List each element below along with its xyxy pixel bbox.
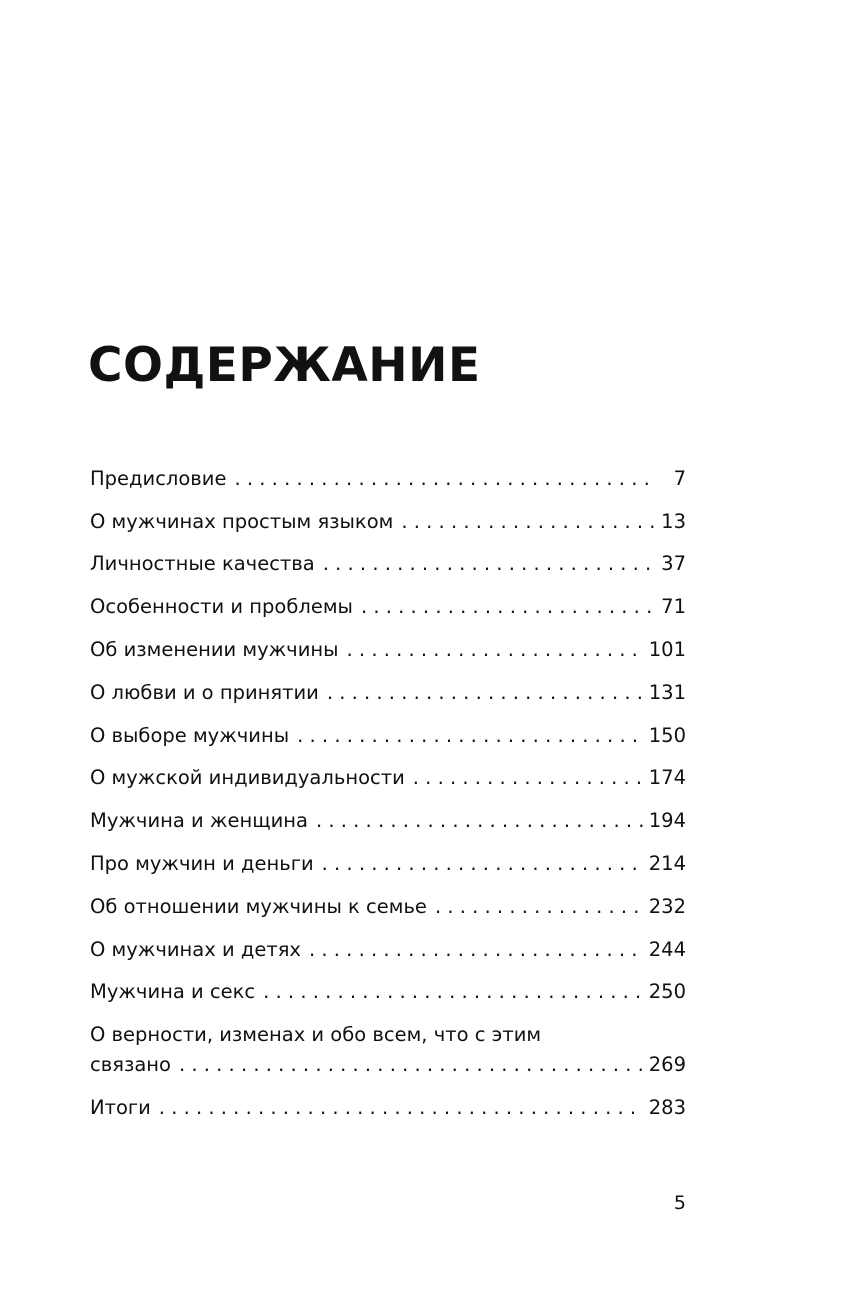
toc-entry-page: 232	[648, 894, 686, 918]
toc-entry-page: 13	[661, 509, 686, 533]
toc-entry-title: О выборе мужчины	[90, 723, 290, 747]
toc-entry-page: 131	[648, 680, 686, 704]
toc-entry-title: О любви и о принятии	[90, 680, 319, 704]
toc-entry[interactable]	[90, 494, 686, 537]
toc-entry-title: Про мужчин и деньги	[90, 851, 314, 875]
dot-leader	[401, 507, 655, 537]
dot-leader	[327, 678, 643, 708]
dot-leader	[322, 849, 643, 879]
toc-entry[interactable]	[90, 579, 686, 622]
dot-leader	[323, 549, 655, 579]
dot-leader	[309, 935, 643, 965]
dot-leader	[347, 635, 643, 665]
toc-entry-line2	[90, 1050, 686, 1080]
toc-entry-page: 150	[648, 723, 686, 747]
toc-entry-title: Предисловие	[90, 466, 227, 490]
toc-entry-page: 174	[648, 766, 686, 790]
toc-entry[interactable]	[90, 879, 686, 922]
toc-entry-title: Мужчина и секс	[90, 980, 256, 1004]
toc-entry-page: 7	[673, 466, 686, 490]
toc-entry-title: О мужчинах простым языком	[90, 509, 394, 533]
toc-entry-page: 244	[648, 937, 686, 961]
toc-entry-title-line2: связано	[90, 1053, 171, 1077]
page-number: 5	[673, 1192, 686, 1214]
toc-entry[interactable]	[90, 836, 686, 879]
toc-entry[interactable]	[90, 1007, 686, 1080]
toc-entry-title: О мужчинах и детях	[90, 937, 301, 961]
toc-entry-title: Мужчина и женщина	[90, 809, 308, 833]
toc-entry-title: Об изменении мужчины	[90, 637, 339, 661]
dot-leader	[263, 977, 643, 1007]
toc-entry-title: Об отношении мужчины к семье	[90, 894, 427, 918]
toc-entry[interactable]	[90, 665, 686, 708]
toc-entry[interactable]	[90, 793, 686, 836]
table-of-contents	[90, 451, 686, 1123]
toc-entry-page: 283	[648, 1096, 686, 1120]
dot-leader	[179, 1050, 643, 1080]
toc-entry[interactable]	[90, 922, 686, 965]
toc-entry-page: 269	[648, 1053, 686, 1077]
dot-leader	[316, 806, 643, 836]
dot-leader	[435, 892, 643, 922]
toc-entry-title: Особенности и проблемы	[90, 595, 353, 619]
toc-entry-title-line1: О верности, изменах и обо всем, что с этим	[90, 1023, 542, 1047]
toc-entry[interactable]	[90, 965, 686, 1008]
toc-entry-title: Итоги	[90, 1096, 151, 1120]
dot-leader	[159, 1093, 643, 1123]
dot-leader	[297, 721, 643, 751]
toc-entry-page: 101	[648, 637, 686, 661]
page-title: СОДЕРЖАНИЕ	[88, 338, 481, 393]
toc-entry[interactable]	[90, 1080, 686, 1123]
toc-entry-page: 250	[648, 980, 686, 1004]
toc-entry[interactable]	[90, 622, 686, 665]
toc-entry-page: 71	[661, 595, 686, 619]
dot-leader	[361, 592, 655, 622]
toc-entry-page: 214	[648, 851, 686, 875]
toc-entry[interactable]	[90, 537, 686, 580]
dot-leader	[234, 464, 658, 494]
toc-entry-title: О мужской индивидуальности	[90, 766, 405, 790]
toc-entry-page: 37	[661, 552, 686, 576]
toc-entry-title: Личностные качества	[90, 552, 315, 576]
toc-entry[interactable]	[90, 708, 686, 751]
toc-entry[interactable]	[90, 751, 686, 794]
toc-entry-page: 194	[648, 809, 686, 833]
dot-leader	[413, 763, 643, 793]
toc-entry[interactable]	[90, 451, 686, 494]
